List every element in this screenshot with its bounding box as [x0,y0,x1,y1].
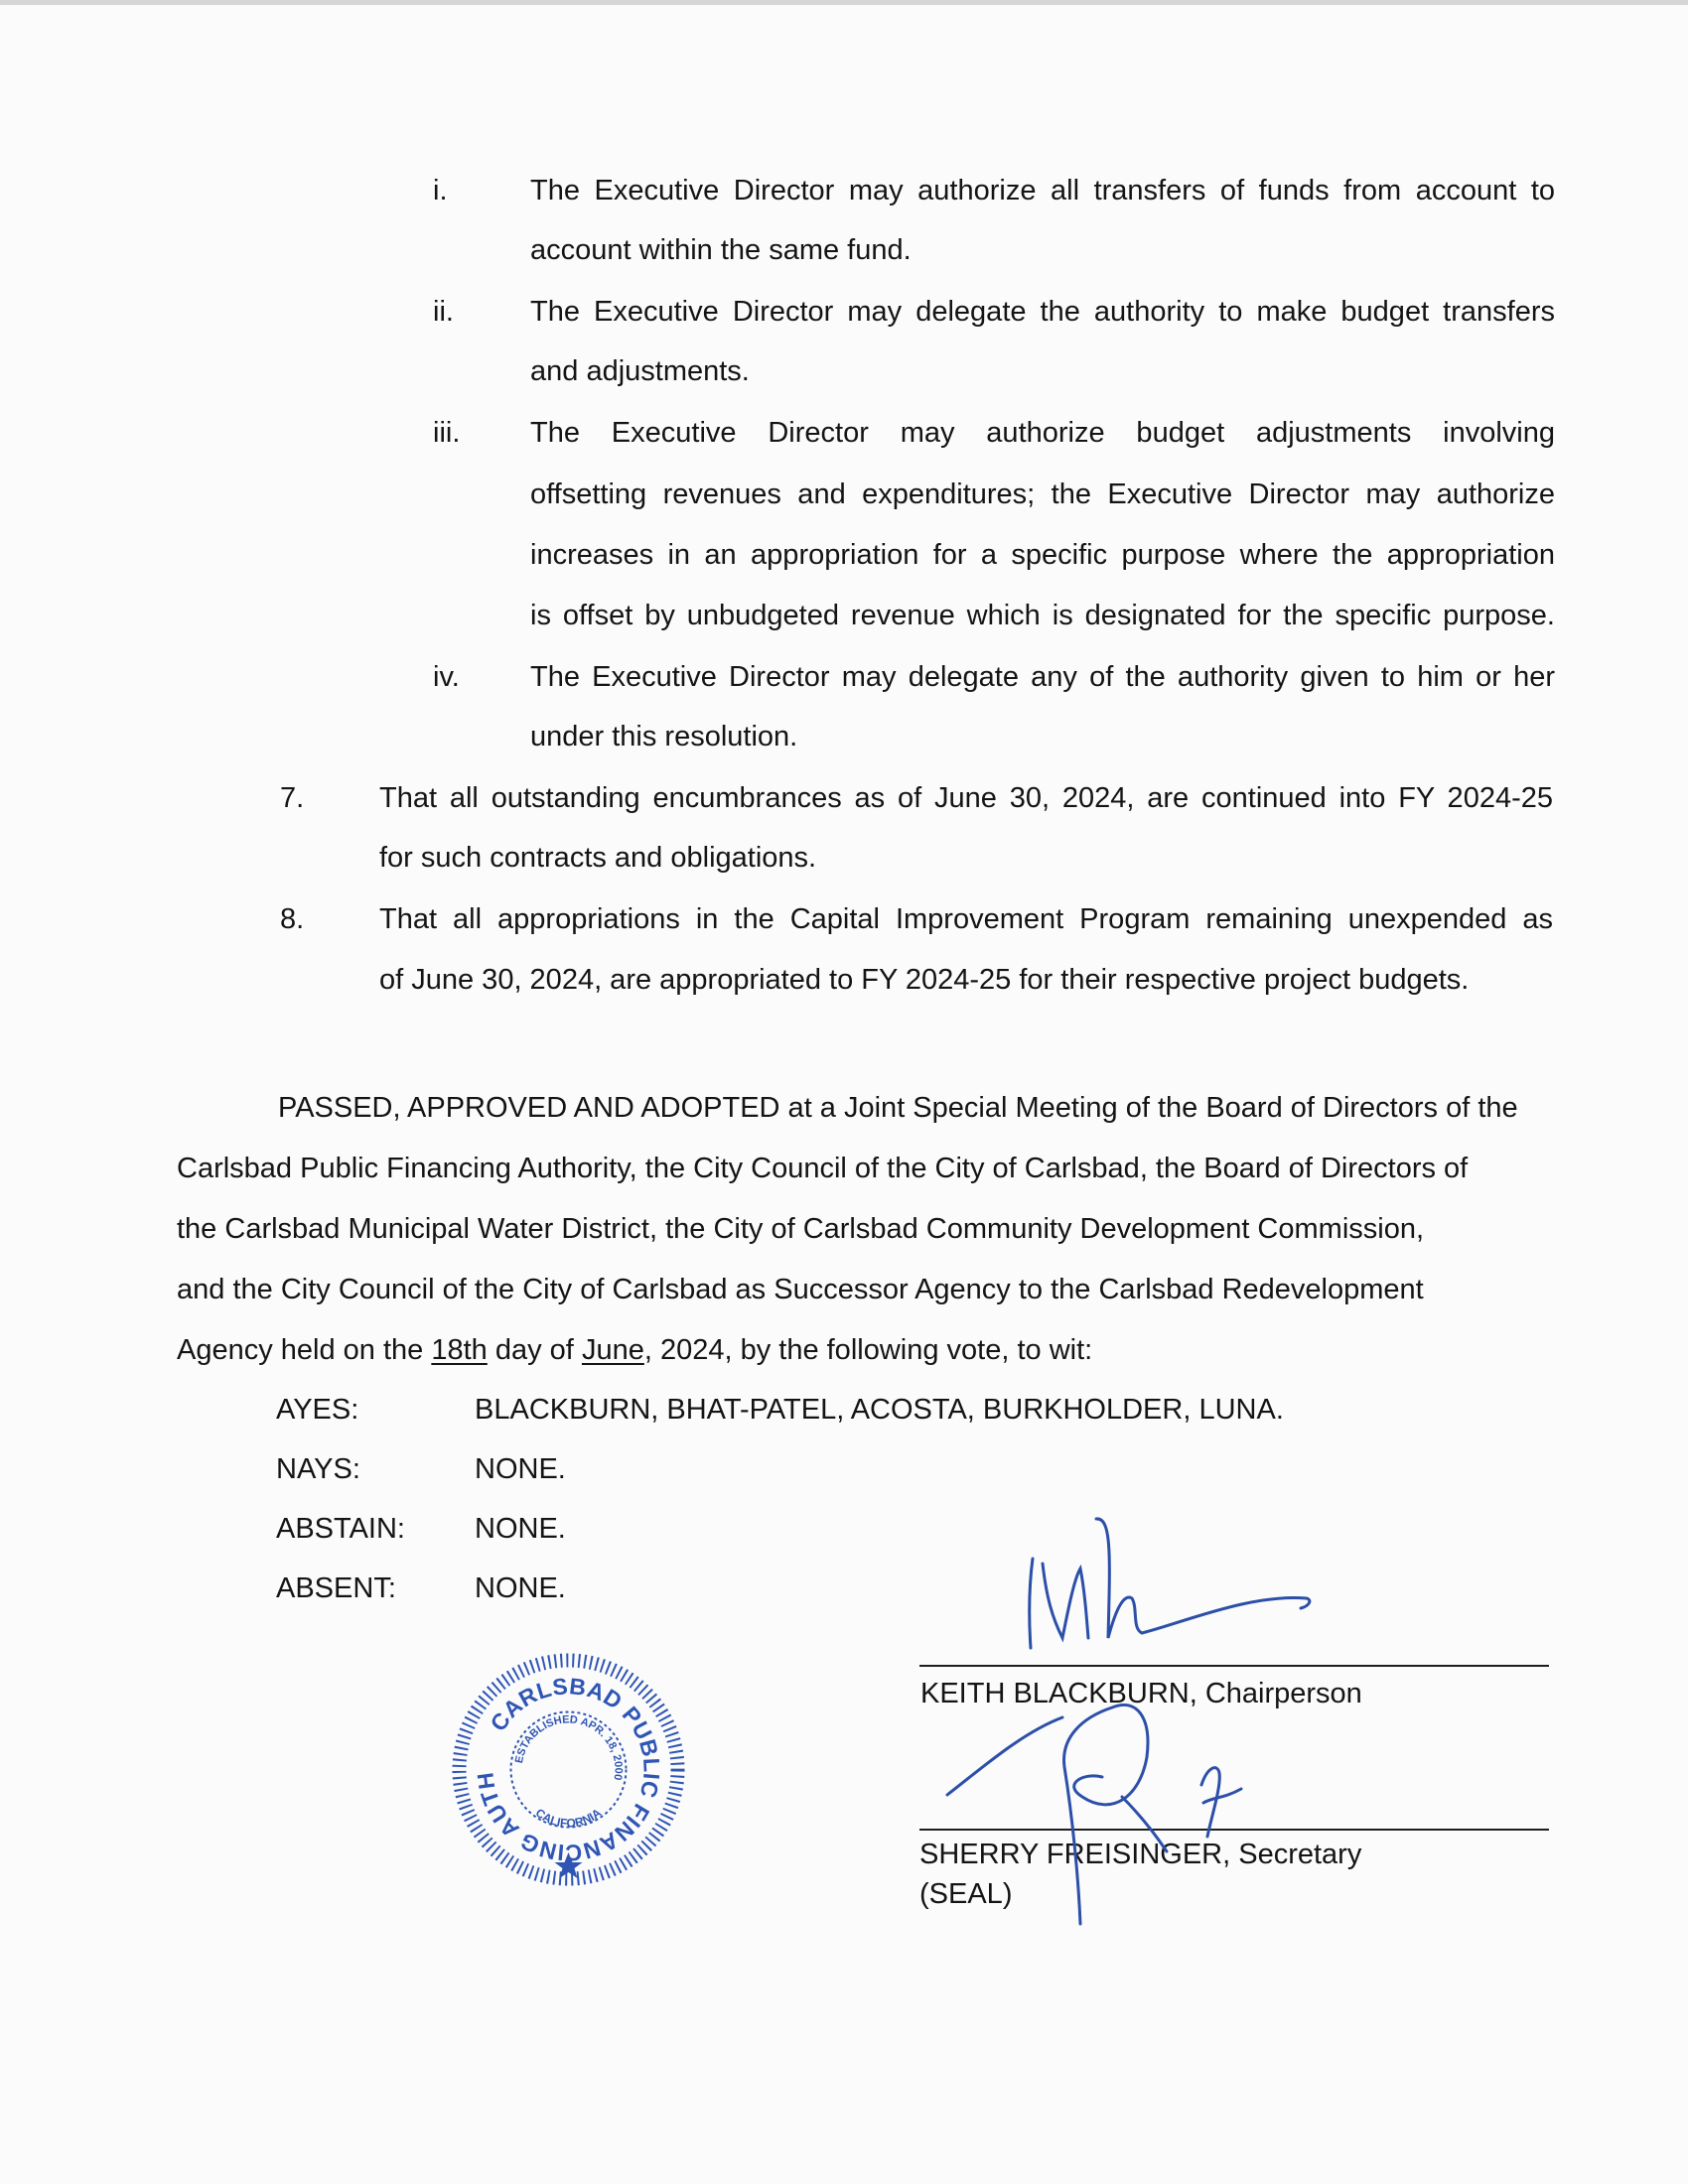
subitem-text: offsetting revenues and expenditures; the Executive Director may authorize [530,478,1555,510]
subitem-marker: iv. [433,661,460,693]
vote-label-abstain: ABSTAIN: [276,1513,405,1545]
passed-paragraph-line: the Carlsbad Municipal Water District, the City of Carlsbad Community Development Commission, [177,1213,1425,1245]
subitem-text: account within the same fund. [530,234,912,266]
seal-ring [511,1712,627,1828]
passed-paragraph-line [177,1330,1092,1370]
passed-paragraph-line: PASSED, APPROVED AND ADOPTED at a Joint Special Meeting of the Board of Directors of the [278,1092,1518,1124]
passed-suffix: , 2024, by the following vote, to wit: [643,1334,1093,1366]
seal-outer-text: CARLSBAD PUBLIC FINANCING AUTHORITY [437,1627,665,1866]
subitem-text: under this resolution. [530,721,798,752]
item-text: of June 30, 2024, are appropriated to FY 2024-25 for their respective project budgets. [379,964,1470,996]
vote-value-ayes: BLACKBURN, BHAT-PATEL, ACOSTA, BURKHOLDER, LUNA. [475,1394,1284,1426]
vote-value-absent: NONE. [475,1572,566,1604]
subitem-text: is offset by unbudgeted revenue which is designated for the specific purpose. [530,600,1555,631]
subitem-marker: i. [433,175,448,206]
subitem-text: The Executive Director may delegate any of the authority given to him or her [530,661,1555,693]
secretary-name: SHERRY FREISINGER, Secretary [919,1839,1362,1870]
passed-paragraph-line: and the City Council of the City of Carlsbad as Successor Agency to the Carlsbad Redevelopment [177,1274,1424,1305]
chair-signature-image [993,1499,1331,1648]
subitem-text: The Executive Director may delegate the authority to make budget transfers [530,296,1555,328]
seal-note: (SEAL) [919,1878,1013,1910]
vote-label-nays: NAYS: [276,1453,360,1485]
seal-inner-text: ESTABLISHED APR. 18, 2000 [512,1713,625,1782]
subitem-text: The Executive Director may authorize all transfers of funds from account to [530,175,1555,206]
chair-signature-line [919,1665,1549,1667]
authority-seal [437,1627,690,1891]
vote-value-nays: NONE. [475,1453,566,1485]
seal-bottom-text: CALIFORNIA [532,1805,605,1831]
vote-label-absent: ABSENT: [276,1572,396,1604]
meeting-month: June [581,1334,644,1366]
subitem-text: The Executive Director may authorize budget adjustments involving [530,417,1555,449]
subitem-text: increases in an appropriation for a specific purpose where the appropriation [530,539,1555,571]
passed-prefix: Agency held on the [177,1334,432,1366]
passed-paragraph-line: Carlsbad Public Financing Authority, the City Council of the City of Carlsbad, the Board of Directors of [177,1153,1469,1184]
secretary-signature-image [943,1678,1271,1926]
vote-value-abstain: NONE. [475,1513,566,1545]
meeting-day: 18th [431,1334,488,1366]
vote-label-ayes: AYES: [276,1394,359,1426]
item-text: That all outstanding encumbrances as of June 30, 2024, are continued into FY 2024-25 [379,782,1553,814]
item-marker: 7. [280,782,305,814]
subitem-text: and adjustments. [530,355,750,387]
scan-edge [0,0,1688,5]
subitem-marker: ii. [433,296,454,328]
chair-name: KEITH BLACKBURN, Chairperson [920,1678,1362,1709]
passed-mid: day of [487,1334,582,1366]
item-marker: 8. [280,903,305,935]
item-text: That all appropriations in the Capital Improvement Program remaining unexpended as [379,903,1553,935]
item-text: for such contracts and obligations. [379,842,817,874]
subitem-marker: iii. [433,417,461,449]
